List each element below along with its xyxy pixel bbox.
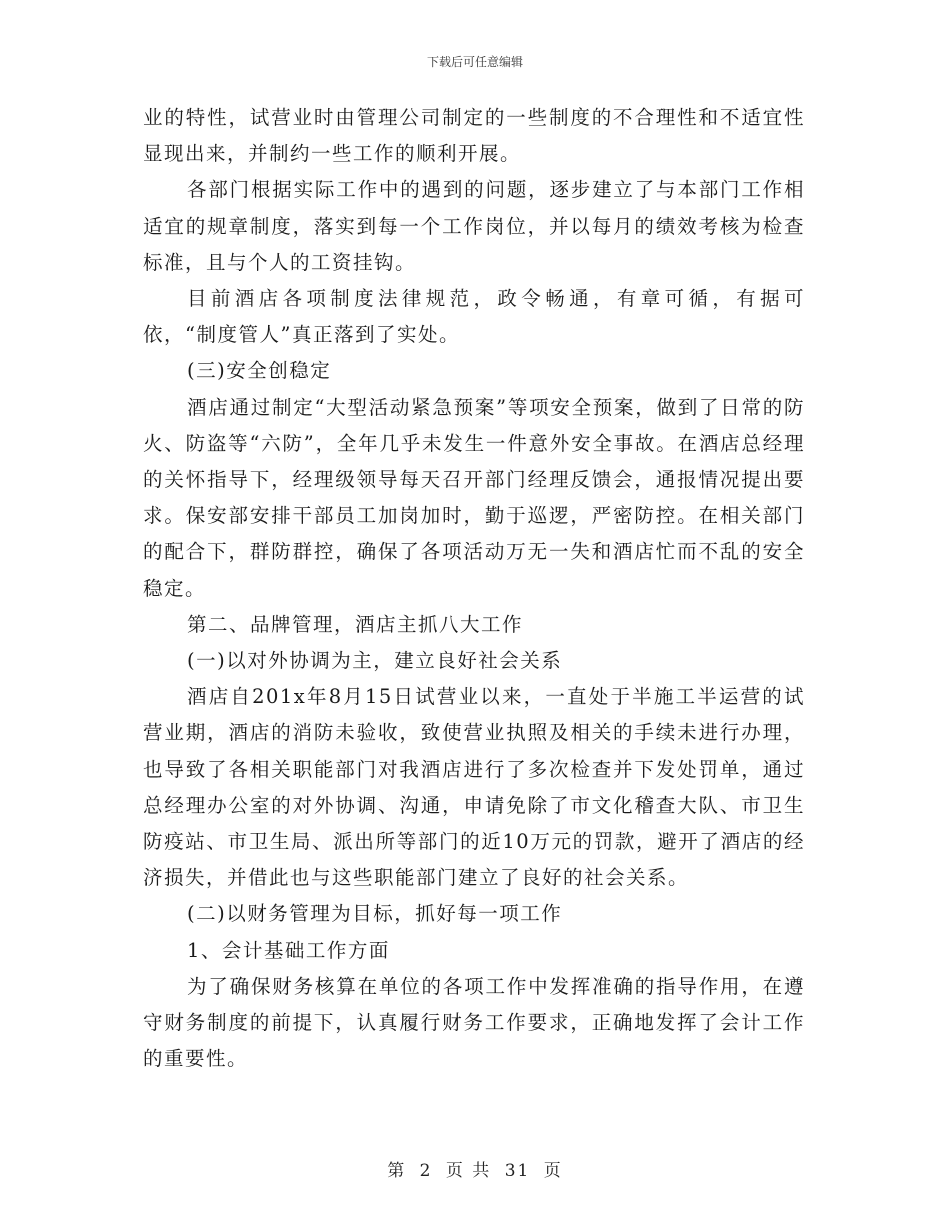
footer-suffix: 页 [543, 1161, 563, 1181]
section-heading: (三)安全创稳定 [187, 359, 332, 383]
section-heading: 1、会计基础工作方面 [187, 938, 390, 962]
document-body [143, 100, 805, 1077]
paragraph: 为了确保财务核算在单位的各项工作中发挥准确的指导作用，在遵守财务制度的前提下，认真履行财务工作要求，正确地发挥了会计工作的重要性。 [143, 974, 805, 1071]
footer-page-number: 2 [419, 1161, 433, 1181]
page-header-note: 下载后可任意编辑 [426, 55, 523, 69]
paragraph: 业的特性，试营业时由管理公司制定的一些制度的不合理性和不适宜性显现出来，并制约一些工作的顺利开展。 [143, 106, 805, 166]
footer-prefix: 第 [387, 1161, 407, 1181]
paragraph: 酒店通过制定“大型活动紧急预案”等项安全预案，做到了日常的防火、防盗等“六防”，全年几乎未发生一件意外安全事故。在酒店总经理的关怀指导下，经理级领导每天召开部门经理反馈会，通报情况提出要求。保安部安排干部员工加岗加时，勤于巡逻，严密防控。在相关部门的配合下，群防群控，确保了各项活动万无一失和酒店忙而不乱的安全稳定。 [143, 395, 805, 600]
section-heading: 第二、品牌管理，酒店主抓八大工作 [187, 612, 524, 636]
page-footer [0, 1156, 950, 1181]
paragraph: 目前酒店各项制度法律规范，政令畅通，有章可循，有据可依，“制度管人”真正落到了实处。 [143, 287, 805, 347]
section-heading: (一)以对外协调为主，建立良好社会关系 [187, 649, 563, 673]
footer-total-pages: 31 [504, 1161, 531, 1181]
paragraph: 酒店自201x年8月15日试营业以来，一直处于半施工半运营的试营业期，酒店的消防未验收，致使营业执照及相关的手续未进行办理，也导致了各相关职能部门对我酒店进行了多次检查并下发处罚单，通过总经理办公室的对外协调、沟通，申请免除了市文化稽查大队、市卫生防疫站、市卫生局、派出所等部门的近10万元的罚款，避开了酒店的经济损失，并借此也与这些职能部门建立了良好的社会关系。 [143, 685, 805, 890]
section-heading: (二)以财务管理为目标，抓好每一项工作 [187, 902, 563, 926]
footer-middle: 页 共 [445, 1161, 492, 1181]
paragraph: 各部门根据实际工作中的遇到的问题，逐步建立了与本部门工作相适宜的规章制度，落实到每一个工作岗位，并以每月的绩效考核为检查标准，且与个人的工资挂钩。 [143, 178, 805, 274]
